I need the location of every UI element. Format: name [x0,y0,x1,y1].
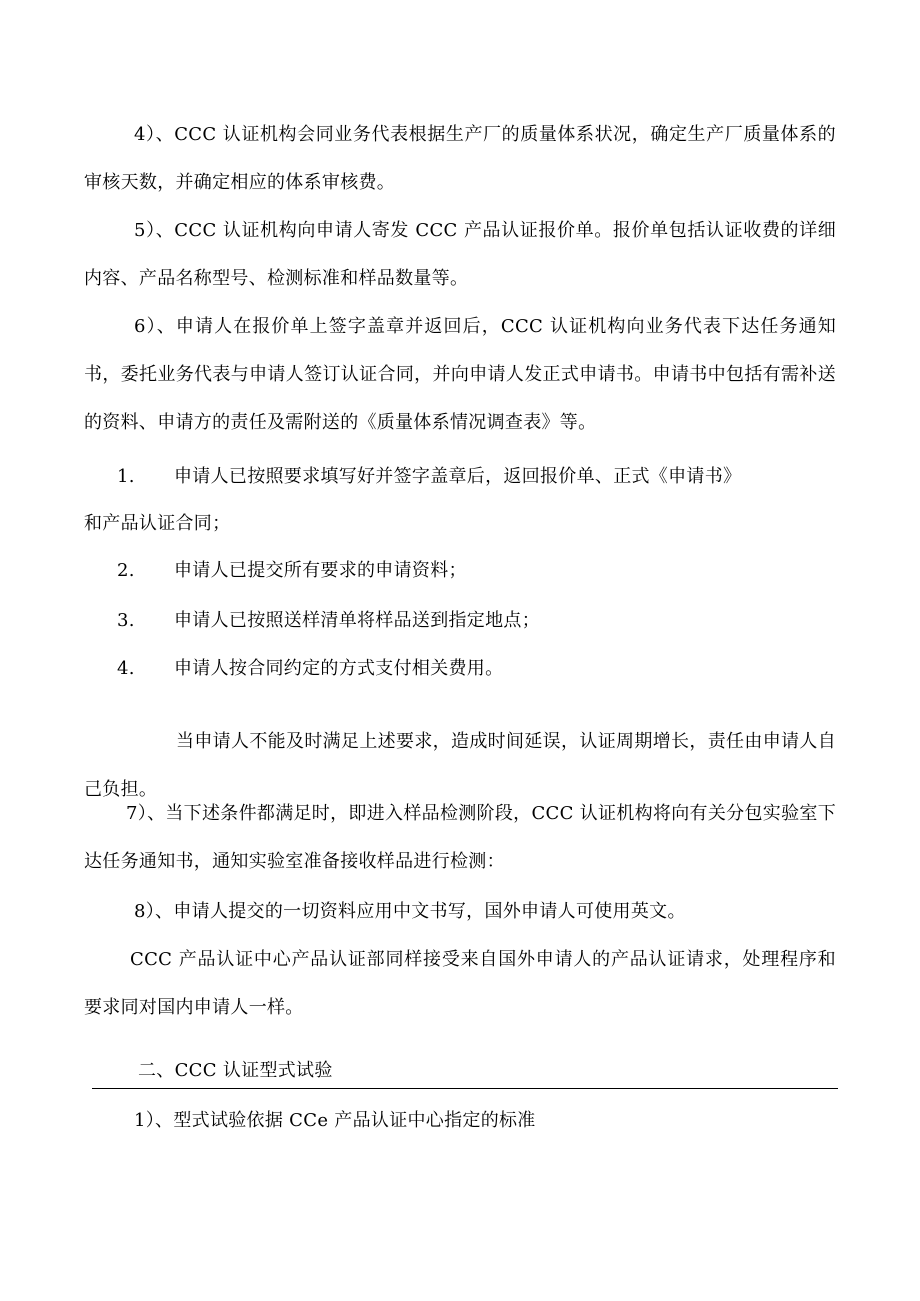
section-heading: 二、CCC 认证型式试验 [138,1060,333,1081]
responsibility-note: 当申请人不能及时满足上述要求，造成时间延误，认证周期增长，责任由申请人自己负担。 [84,731,836,800]
list-item-number: 4. [117,658,135,679]
list-item-text: 申请人按合同约定的方式支付相关费用。 [174,658,504,679]
paragraph-step-7: 7）、当下述条件都满足时，即进入样品检测阶段，CCC 认证机构将向有关分包实验室下达任务通知书，通知实验室准备接收样品进行检测： [84,803,836,872]
list-item-number: 2. [117,560,135,581]
list-item-text: 申请人已提交所有要求的申请资料； [174,560,467,581]
list-item [117,597,817,645]
list-item [117,645,817,693]
list-item-number: 3. [117,610,135,631]
paragraph-step-4: 4）、CCC 认证机构会同业务代表根据生产厂的质量体系状况，确定生产厂质量体系的审核天数，并确定相应的体系审核费。 [84,124,836,193]
list-item [117,453,817,501]
paragraph-foreign-applicants: CCC 产品认证中心产品认证部同样接受来自国外申请人的产品认证请求，处理程序和要求同对国内申请人一样。 [84,949,836,1018]
list-item [117,547,817,595]
paragraph-step-5: 5）、CCC 认证机构向申请人寄发 CCC 产品认证报价单。报价单包括认证收费的详细内容、产品名称型号、检测标准和样品数量等。 [84,220,836,289]
list-item-text: 申请人已按照送样清单将样品送到指定地点； [174,610,540,631]
list-item-number: 1. [117,466,135,487]
list-item-text: 申请人已按照要求填写好并签字盖章后，返回报价单、正式《申请书》 [174,466,742,487]
paragraph-step-8: 8）、申请人提交的一切资料应用中文书写，国外申请人可使用英文。 [134,901,686,922]
section-divider [92,1088,838,1089]
section-item-1: 1）、型式试验依据 CCe 产品认证中心指定的标准 [134,1110,536,1131]
list-item-continuation: 和产品认证合同； [84,513,231,534]
paragraph-step-6: 6）、申请人在报价单上签字盖章并返回后，CCC 认证机构向业务代表下达任务通知书，委托业务代表与申请人签订认证合同，并向申请人发正式申请书。申请书中包括有需补送的资料、申请方的责任及需附送的《质量体系情况调查表》等。 [84,316,836,433]
